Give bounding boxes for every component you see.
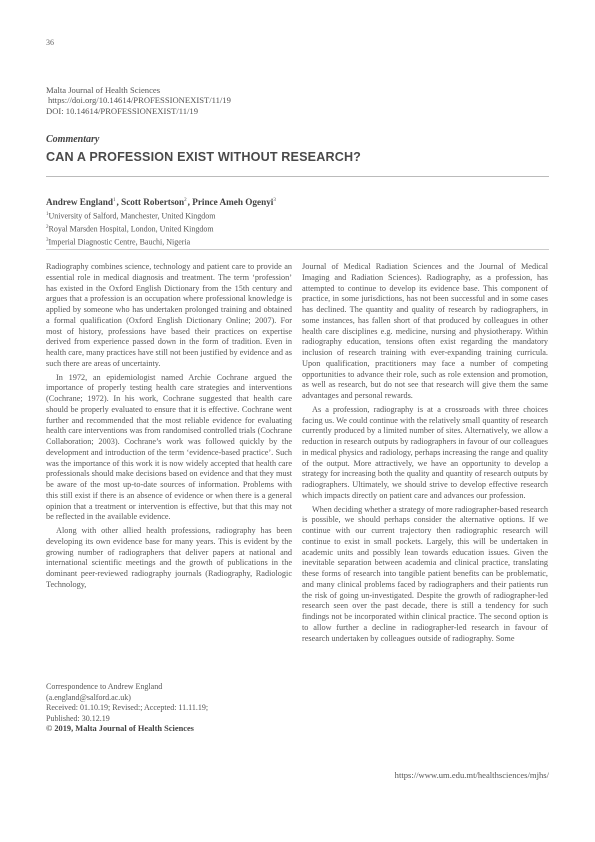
author-separator: ,: [187, 197, 193, 207]
author-name: Andrew England: [46, 197, 113, 207]
header-divider: [46, 249, 549, 250]
footer-url[interactable]: https://www.um.edu.mt/healthsciences/mjhs/: [394, 770, 549, 780]
body-column-left: [46, 262, 292, 594]
journal-info: [46, 85, 231, 116]
author-name: Prince Ameh Ogenyi: [192, 197, 274, 207]
affiliation-item: [46, 235, 215, 248]
copyright-notice: © 2019, Malta Journal of Health Sciences: [46, 724, 194, 734]
page-number: 36: [46, 38, 54, 47]
body-column-right: [302, 262, 548, 647]
body-paragraph: Radiography combines science, technology and patient care to provide an essential role in medical diagnosis and treatment. The term ‘profession’ has existed in the Oxford English Dictionary from the 15th century and argues that a profession is an occupation where professional knowledge is applied by someone who has undertaken prolonged training and obtained a formal qualification (Oxford English Dictionary Online; 2007). For most of history, professions have based their practices on expertise derived from experience passed down in the form of tradition. Even in health care, many practices have still not been justified by evidence and as such there are areas of uncertainty.: [46, 262, 292, 368]
journal-doi: DOI: 10.14614/PROFESSIONEXIST/11/19: [46, 105, 198, 116]
correspondence-block: [46, 682, 208, 735]
journal-url[interactable]: https://doi.org/10.14614/PROFESSIONEXIST/11/19: [48, 95, 231, 106]
correspondence-email[interactable]: (a.england@salford.ac.uk): [46, 692, 131, 702]
affiliation-mark: 1: [46, 212, 49, 217]
received-dates: Received: 01.10.19; Revised:; Accepted: 11.11.19;: [46, 703, 209, 713]
affiliation-text: Imperial Diagnostic Centre, Bauchi, Nigeria: [48, 237, 191, 247]
author-affiliation-mark: 1: [112, 197, 116, 203]
body-paragraph: Along with other allied health professions, radiography has been developing its own evidence base for many years. This is evident by the growing number of radiographers that deliver papers at national and international scientific meetings and the growth of publications in the dominant peer-reviewed radiography journals (Radiography, Radiologic Technology,: [46, 526, 292, 589]
correspondence-author: Correspondence to Andrew England: [46, 682, 163, 691]
body-paragraph: Journal of Medical Radiation Sciences and the Journal of Medical Imaging and Radiation Sciences). Radiography, as a profession, has attempted to continue to develop its evidence base. This component of practice, in some jurisdictions, has not been successful and in some cases has declined. The quantity and quality of research by radiographers, in some instances, has fallen short of that produced by colleagues in other health care disciplines e.g. medicine, nursing and physiotherapy. Within radiography education, tensions often exist regarding the mandatory inclusion of research training with ever-expanding training curricula. Upon qualification, practitioners may face a number of competing opportunities to advance their role, such as role extension and promotion, as well as research, but do not see that research will give them the same advantages and personal rewards.: [302, 262, 548, 400]
body-paragraph: As a profession, radiography is at a crossroads with three choices facing us. We could continue with the relatively small quantity of research currently produced by a limited number of sites. Alternatively, we allow a reduction in research outputs by radiographers in favour of our colleagues in medical physics and radiology, perhaps increasing the range and quality of the output. More attractively, we have an opportunity to develop a strategy for increasing both the quality and quantity of research outputs by radiographers. Ultimately, we should strive to develop effective research which impacts directly on patient care and advances our profession.: [302, 404, 548, 500]
author-name: Scott Robertson: [121, 197, 185, 207]
affiliation-item: [46, 209, 215, 222]
affiliation-list: [46, 209, 215, 248]
body-paragraph: When deciding whether a strategy of more radiographer-based research is possible, we should perhaps consider the alternative options. If we continue with our current trajectory then radiographic research will continue to exist in small pockets. Largely, this will be undertaken in academic units and possibly lean towards education issues. Given the inevitable separation between academia and clinical practice, translating these forms of research into tangible patient benefits can be problematic, and many clinical problems faced by radiographers and their patients run the risk of going un-investigated. Despite the growth of radiographer-led research seen over the past decade, there is still a tendency for such findings not be incorporated within clinical practice. The second option is to allow further a decline in radiographer-led research in favour of research undertaken by colleagues outside of radiography. Some: [302, 504, 548, 643]
journal-name: Malta Journal of Health Sciences: [46, 85, 161, 95]
affiliation-text: University of Salford, Manchester, United Kingdom: [48, 211, 216, 221]
author-affiliation-mark: 3: [273, 197, 276, 203]
body-paragraph: In 1972, an epidemiologist named Archie Cochrane argued the importance of properly testing health care strategies and interventions (Cochrane; 1972). In his work, Cochrane suggested that health care should be properly evaluated to ensure that it is effective. Cochrane went further and recommended that the most reliable evidence for evaluating health care interventions was from randomised controlled trials (Cochrane Collaboration; 2003). Cochrane’s work was followed quickly by the development and introduction of the term ‘evidence-based practice’. Such was the importance of this work it is now widely accepted that health care professionals should make decisions based on evidence and that they must be aware of the most up-to-date sources of information. Problems with this still exist if there is an absence of evidence or when there is a general opinion that a treatment or intervention is effective, but that this may not be reflected in the available evidence.: [46, 372, 292, 522]
author-list: [46, 197, 277, 207]
author-separator: ,: [116, 197, 122, 207]
affiliation-mark: 3: [46, 238, 49, 244]
title-divider: [46, 176, 549, 177]
affiliation-mark: 2: [46, 225, 49, 231]
affiliation-item: [46, 222, 215, 235]
published-date: Published: 30.12.19: [46, 713, 110, 723]
affiliation-text: Royal Marsden Hospital, London, United Kingdom: [48, 224, 214, 234]
article-title: CAN A PROFESSION EXIST WITHOUT RESEARCH?: [46, 150, 362, 164]
author-affiliation-mark: 2: [184, 197, 187, 203]
section-label: Commentary: [46, 134, 100, 145]
